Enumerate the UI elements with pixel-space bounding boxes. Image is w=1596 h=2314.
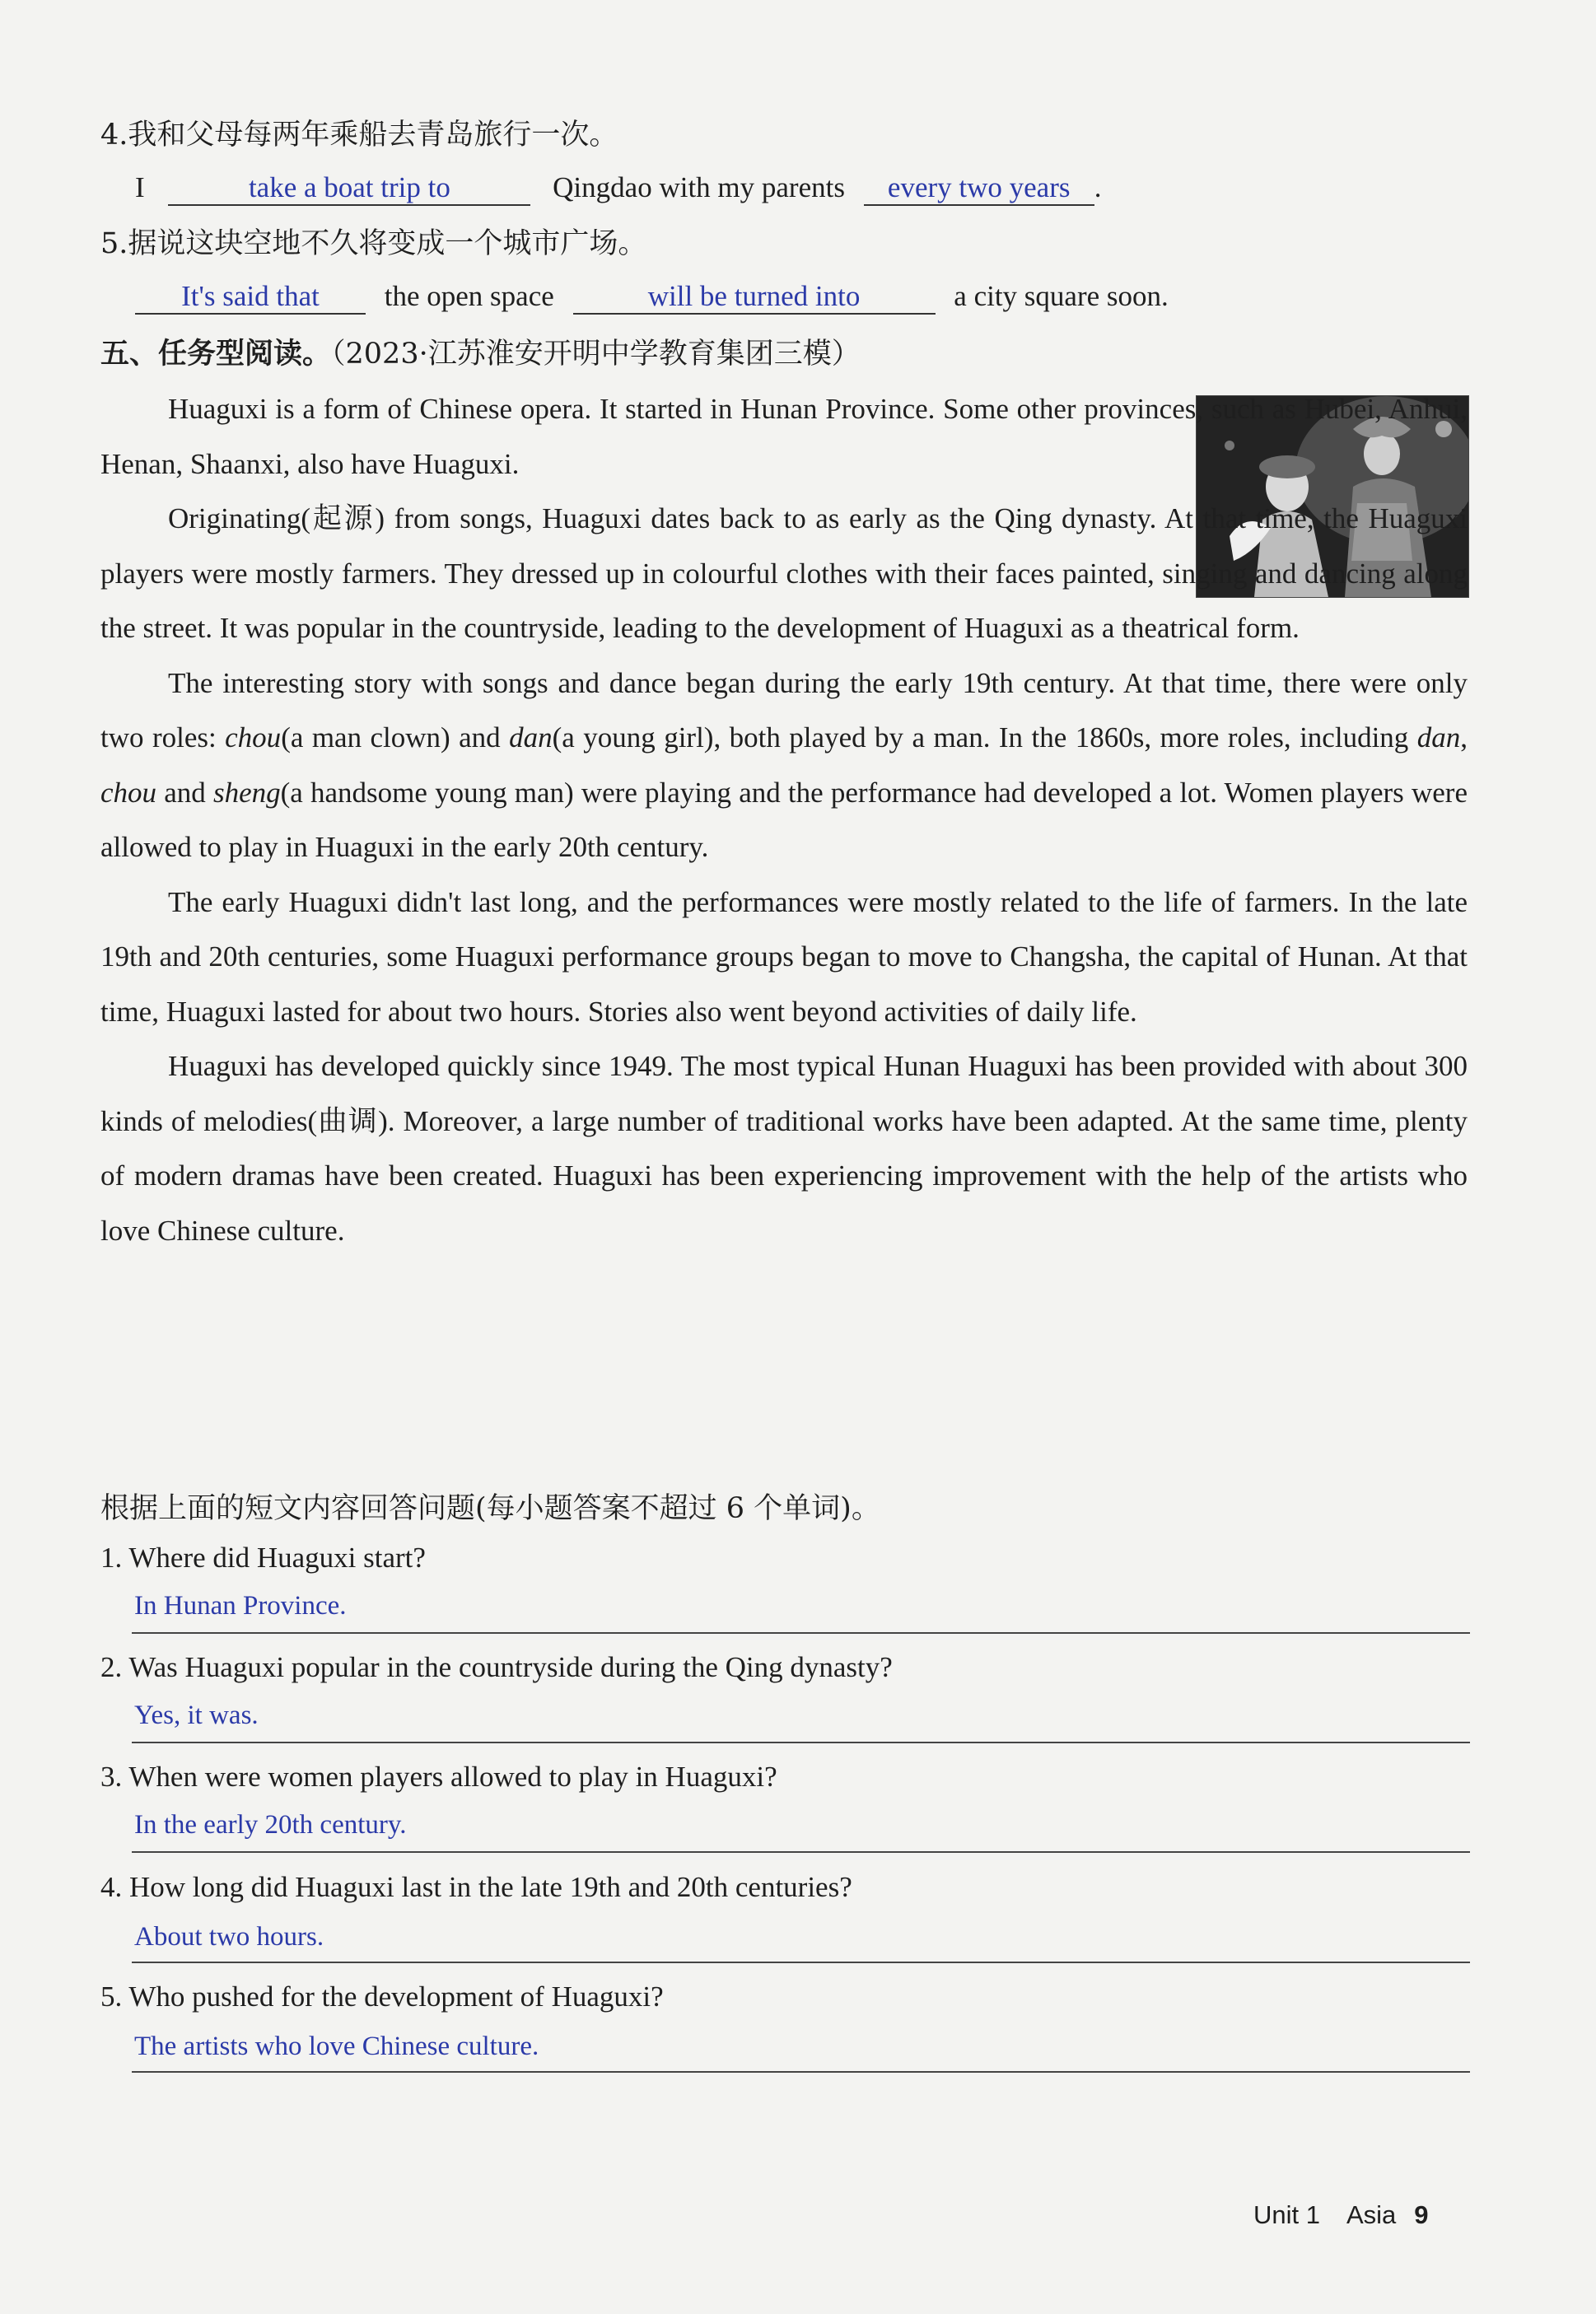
q4-start: I: [135, 171, 145, 203]
answer-line-4: [132, 1962, 1470, 1963]
p3-role-dan-2: dan: [1416, 721, 1461, 753]
q4-middle: Qingdao with my parents: [553, 171, 845, 203]
p3-role-dan: dan: [509, 721, 553, 753]
section-source: （2023·江苏淮安开明中学教育集团三模）: [331, 338, 861, 371]
p3-text-e: and: [156, 776, 213, 809]
passage-paragraph-1: Huaguxi is a form of Chinese opera. It started in Hunan Province. Some other provinces, such as Hubei, Anhui, Henan, Shaanxi, also have Huaguxi.: [100, 393, 1468, 480]
questions-instruction: 根据上面的短文内容回答问题(每小题答案不超过 6 个单词)。: [100, 1492, 880, 1525]
q4-number: 4.: [100, 119, 128, 152]
translation-q5-english: [135, 277, 1169, 316]
q5-number: 5.: [100, 227, 128, 260]
q5-end: a city square soon.: [954, 280, 1169, 312]
question-4: [100, 1871, 852, 1904]
question-5-text: Who pushed for the development of Huaguxi?: [128, 1980, 664, 2013]
passage-paragraph-5: Huaguxi has developed quickly since 1949. The most typical Hunan Huaguxi has been provided with about 300 kinds of melodies(曲调). Moreover, a large number of traditional works have been adapted. At the same time, plenty of modern dramas have been created. Huaguxi has been experiencing improvement with the help of the artists who love Chinese culture.: [100, 1050, 1468, 1247]
passage-paragraph-3: [100, 656, 1468, 875]
q4-blank-1[interactable]: take a boat trip to: [168, 171, 530, 206]
question-3-text: When were women players allowed to play in Huaguxi?: [128, 1761, 777, 1793]
question-2-number: 2.: [100, 1651, 123, 1683]
question-1: [100, 1542, 426, 1575]
q5-middle: the open space: [384, 280, 554, 312]
answer-line-5: [132, 2071, 1470, 2073]
page-number: 9: [1414, 2200, 1429, 2229]
answer-4[interactable]: About two hours.: [134, 1922, 324, 1952]
section-heading: 五、任务型阅读。: [100, 337, 332, 371]
page-footer: [1253, 2200, 1429, 2230]
translation-q4-english: [135, 168, 1101, 208]
q5-chinese-text: 据说这块空地不久将变成一个城市广场。: [128, 227, 647, 260]
p3-text-b: (a man clown) and: [281, 721, 510, 753]
passage-paragraph-2-start: [100, 492, 1468, 656]
question-5-number: 5.: [100, 1980, 123, 2013]
answer-3[interactable]: In the early 20th century.: [134, 1810, 407, 1840]
footer-unit: Unit 1: [1253, 2200, 1320, 2229]
question-3-number: 3.: [100, 1761, 123, 1793]
translation-q5-chinese: [100, 224, 646, 264]
passage-paragraph-2: Originating(起源) from songs, Huaguxi dates back to as early as the Qing dynasty. At that time, the Huaguxi players were mostly farmers. They dressed up in colourful clothes with their faces painted, singing and dancing along the street. It was popular in the countryside, leading to the development of Huaguxi as a theatrical form.: [100, 502, 1468, 644]
p3-text-d: ,: [1460, 721, 1468, 753]
reading-passage: [100, 382, 1468, 1258]
answer-line-1: [132, 1632, 1470, 1634]
p3-role-sheng: sheng: [212, 776, 281, 809]
footer-topic: Asia: [1346, 2200, 1397, 2229]
passage-paragraph-4: The early Huaguxi didn't last long, and the performances were mostly related to the life of farmers. In the late 19th and 20th centuries, some Huaguxi performance groups began to move to Changsha, the capital of Hunan. At that time, Huaguxi lasted for about two hours. Stories also went beyond activities of daily life.: [100, 885, 1468, 1028]
q5-blank-2[interactable]: will be turned into: [573, 280, 936, 315]
question-3: [100, 1761, 777, 1794]
answer-line-3: [132, 1851, 1470, 1853]
q4-chinese-text: 我和父母每两年乘船去青岛旅行一次。: [128, 119, 618, 152]
question-2: [100, 1651, 893, 1684]
question-4-text: How long did Huaguxi last in the late 19th and 20th centuries?: [129, 1871, 852, 1903]
q5-blank-1[interactable]: It's said that: [135, 280, 366, 315]
p3-text-f: (a handsome young man) were playing and the performance had developed a lot. Women players were allowed to play in Huaguxi in the early 20th century.: [100, 776, 1468, 863]
answer-5[interactable]: The artists who love Chinese culture.: [134, 2032, 539, 2061]
section-title: [100, 331, 861, 372]
p3-text-c: (a young girl), both played by a man. In the 1860s, more roles, including: [552, 721, 1417, 753]
answer-line-2: [132, 1742, 1470, 1743]
answer-2[interactable]: Yes, it was.: [134, 1701, 259, 1730]
p3-role-chou: chou: [225, 721, 282, 753]
q4-end: .: [1094, 171, 1102, 203]
q4-blank-2[interactable]: every two years: [864, 171, 1094, 206]
p3-text-a: The interesting story with songs and dance began during the early 19th century. At that time, there were only two roles:: [100, 666, 1468, 753]
translation-q4-chinese: [100, 115, 618, 155]
question-5: [100, 1980, 664, 2013]
answer-1[interactable]: In Hunan Province.: [134, 1591, 347, 1621]
p3-role-chou-2: chou: [100, 776, 157, 809]
question-2-text: Was Huaguxi popular in the countryside during the Qing dynasty?: [128, 1651, 893, 1683]
question-4-number: 4.: [100, 1871, 123, 1903]
question-1-number: 1.: [100, 1542, 123, 1574]
question-1-text: Where did Huaguxi start?: [128, 1542, 426, 1574]
